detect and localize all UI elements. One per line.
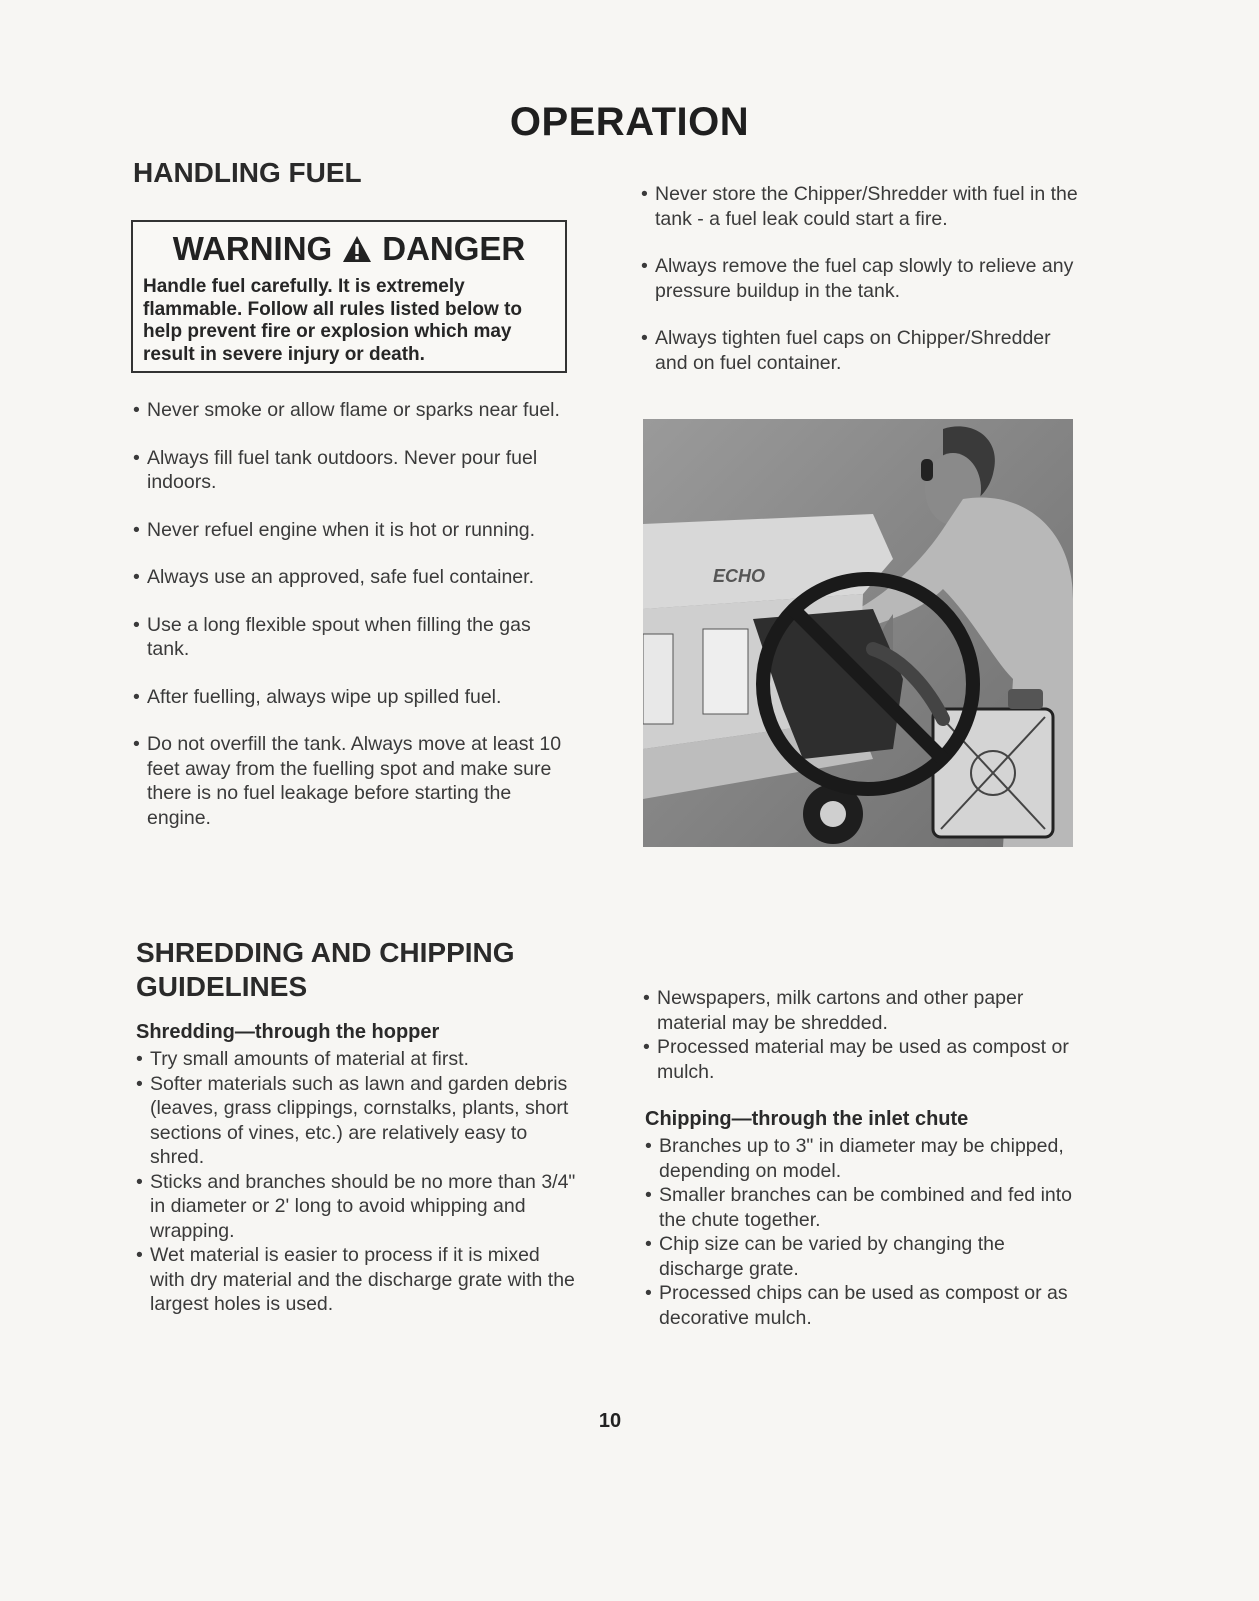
refuel-photo xyxy=(643,419,1073,847)
warning-text: Handle fuel carefully. It is extremely flammable. Follow all rules listed below to help prevent fire or explosion which may result in severe injury or death. xyxy=(143,276,523,365)
danger-word: DANGER xyxy=(382,230,526,267)
warning-box xyxy=(131,220,567,373)
fuel-rules-right xyxy=(641,182,1081,398)
list-item: • Processed chips can be used as compost or as decorative mulch. xyxy=(645,1281,1090,1330)
list-item: • Always fill fuel tank outdoors. Never pour fuel indoors. xyxy=(133,446,563,495)
list-item: • Softer materials such as lawn and garden debris (leaves, grass clippings, cornstalks, plants, short sections of vines, etc.) are relatively easy to shred. xyxy=(136,1072,576,1170)
list-item: • Sticks and branches should be no more than 3/4" in diameter or 2' long to avoid whipping and wrapping. xyxy=(136,1170,576,1244)
list-item: • Try small amounts of material at first. xyxy=(136,1047,576,1072)
list-item: • Use a long flexible spout when filling the gas tank. xyxy=(133,613,563,662)
fuel-rules-left xyxy=(133,398,563,853)
warning-triangle-icon xyxy=(342,235,372,263)
refuel-photo-illustration xyxy=(643,419,1073,847)
list-item: • Smaller branches can be combined and fed into the chute together. xyxy=(645,1183,1090,1232)
list-item: • Chip size can be varied by changing the discharge grate. xyxy=(645,1232,1090,1281)
list-item: • Branches up to 3" in diameter may be chipped, depending on model. xyxy=(645,1134,1090,1183)
guidelines-heading xyxy=(136,936,515,1004)
list-item: • Newspapers, milk cartons and other paper material may be shredded. xyxy=(643,986,1083,1035)
list-item: • After fuelling, always wipe up spilled fuel. xyxy=(133,685,563,710)
list-item: • Never smoke or allow flame or sparks near fuel. xyxy=(133,398,563,423)
list-item: • Wet material is easier to process if it is mixed with dry material and the discharge grate with the largest holes is used. xyxy=(136,1243,576,1317)
handling-fuel-heading: HANDLING FUEL xyxy=(133,157,362,188)
guidelines-heading-line: GUIDELINES xyxy=(136,971,308,1002)
warning-title xyxy=(133,230,565,268)
chipping-list xyxy=(645,1134,1090,1330)
list-item: • Processed material may be used as compost or mulch. xyxy=(643,1035,1083,1084)
list-item: • Never store the Chipper/Shredder with fuel in the tank - a fuel leak could start a fire. xyxy=(641,182,1081,231)
chipping-heading: Chipping—through the inlet chute xyxy=(645,1108,969,1130)
guidelines-heading-line: SHREDDING AND CHIPPING xyxy=(136,937,515,968)
list-item: • Always tighten fuel caps on Chipper/Shredder and on fuel container. xyxy=(641,326,1081,375)
list-item: • Always remove the fuel cap slowly to relieve any pressure buildup in the tank. xyxy=(641,254,1081,303)
shredding-heading: Shredding—through the hopper xyxy=(136,1021,440,1043)
list-item: • Never refuel engine when it is hot or running. xyxy=(133,518,563,543)
page-title: OPERATION xyxy=(509,100,750,144)
photo-brand-label: ECHO xyxy=(713,566,766,586)
shredding-list xyxy=(136,1047,576,1317)
list-item: • Always use an approved, safe fuel container. xyxy=(133,565,563,590)
page-number: 10 xyxy=(598,1410,622,1432)
warning-word: WARNING xyxy=(172,230,333,267)
shredding-list-continued xyxy=(643,986,1083,1084)
list-item: • Do not overfill the tank. Always move at least 10 feet away from the fuelling spot and make sure there is no fuel leakage before starting the engine. xyxy=(133,732,563,830)
